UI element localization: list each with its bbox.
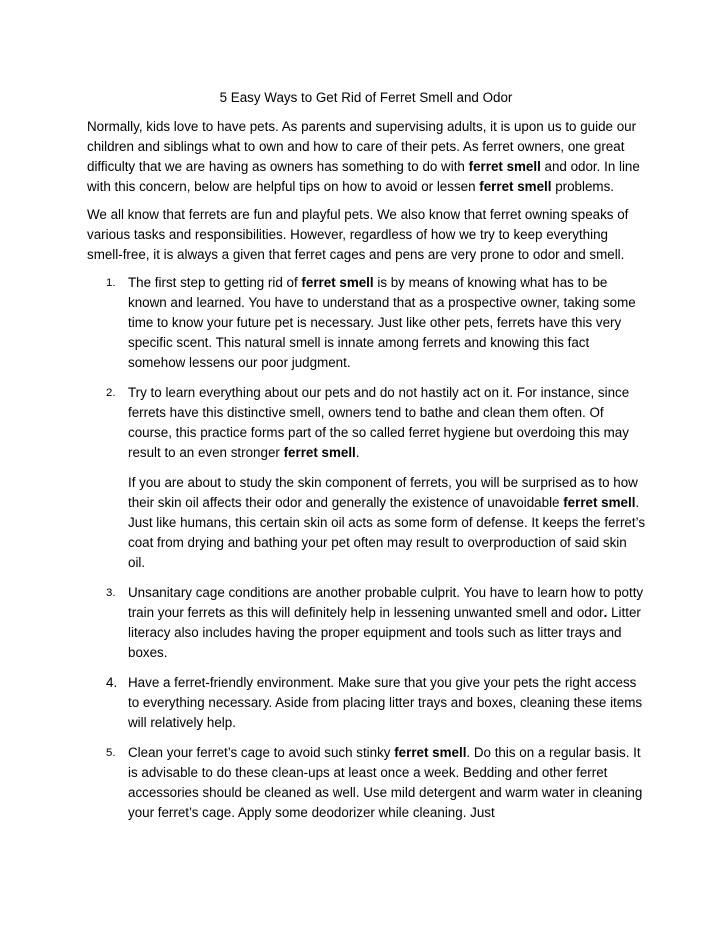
list-item <box>87 743 645 823</box>
list-item <box>87 383 645 573</box>
list-number: 3. <box>106 587 116 599</box>
bold-keyword: ferret smell <box>479 179 552 194</box>
text-run: Litter literacy also includes having the proper equipment and tools such as litter trays and boxes. <box>128 605 641 660</box>
list-number: 5. <box>106 747 116 759</box>
text-run: If you are about to study the skin component of ferrets, you will be surprised as to how their skin oil affects their odor and generally the existence of unavoidable <box>128 475 638 510</box>
text-run: The first step to getting rid of <box>128 275 302 290</box>
text-run: We all know that ferrets are fun and playful pets. We also know that ferret owning speaks of various tasks and responsibilities. However, regardless of how we try to keep everything smell-free, it is always a given that ferret cages and pens are very prone to odor and smell. <box>87 207 629 262</box>
bold-keyword: ferret smell <box>283 445 356 460</box>
tips-list <box>87 273 645 823</box>
text-run: Try to learn everything about our pets and do not hastily act on it. For instance, since ferrets have this distinctive smell, owners tend to bathe and clean them often. Of course, this practice forms part of the so called ferret hygiene but overdoing this may result to an even stronger <box>128 385 630 460</box>
text-run: . <box>355 445 360 460</box>
bold-keyword: ferret smell <box>563 495 636 510</box>
list-number: 1. <box>106 277 116 289</box>
text-run: is by means of knowing what has to be known and learned. You have to understand that as a prospective owner, taking some time to know your future pet is necessary. Just like other pets, ferrets have this very specific scent. This natural smell is innate among ferrets and knowing this fact somehow lessens our poor judgment. <box>128 275 636 370</box>
list-item <box>87 273 645 373</box>
list-number: 2. <box>106 387 116 399</box>
intro-paragraph-2 <box>87 205 645 265</box>
text-run: Normally, kids love to have pets. As parents and supervising adults, it is upon us to guide our children and siblings what to own and how to care of their pets. As ferret owners, one great difficulty that we are having as owners has something to do with <box>87 119 637 174</box>
list-item-paragraph <box>128 583 645 663</box>
bold-period: . <box>603 605 608 620</box>
list-item-paragraph <box>128 383 645 463</box>
list-item <box>87 583 645 663</box>
bold-keyword: ferret smell <box>394 745 467 760</box>
text-run: . Just like humans, this certain skin oil acts as some form of defense. It keeps the ferret’s coat from drying and bathing your pet often may result to overproduction of said skin oil. <box>128 495 646 570</box>
text-run: problems. <box>551 179 614 194</box>
list-item-paragraph <box>128 743 645 823</box>
text-run: . Do this on a regular basis. It is advisable to do these clean-ups at least once a week. Bedding and other ferret accessories should be cleaned as well. Use mild detergent and warm water in cleaning your ferret’s cage. Apply some deodorizer while cleaning. Just <box>128 745 643 820</box>
text-run: Clean your ferret’s cage to avoid such stinky <box>128 745 395 760</box>
text-run: Have a ferret-friendly environment. Make sure that you give your pets the right access to everything necessary. Aside from placing litter trays and boxes, cleaning these items will relatively help. <box>128 675 643 730</box>
list-item-paragraph <box>128 473 645 573</box>
list-number: 4. <box>106 675 118 690</box>
intro-paragraph-1 <box>87 117 645 197</box>
text-run: Unsanitary cage conditions are another probable culprit. You have to learn how to potty train your ferrets as this will definitely help in lessening unwanted smell and odor <box>128 585 644 620</box>
text-run: and odor. In line with this concern, below are helpful tips on how to avoid or lessen <box>87 159 640 194</box>
list-item-paragraph <box>128 673 645 733</box>
bold-keyword: ferret smell <box>301 275 374 290</box>
bold-keyword: ferret smell <box>468 159 541 174</box>
document-title: 5 Easy Ways to Get Rid of Ferret Smell and Odor <box>219 90 513 105</box>
list-item <box>87 673 645 733</box>
list-item-paragraph <box>128 273 645 373</box>
